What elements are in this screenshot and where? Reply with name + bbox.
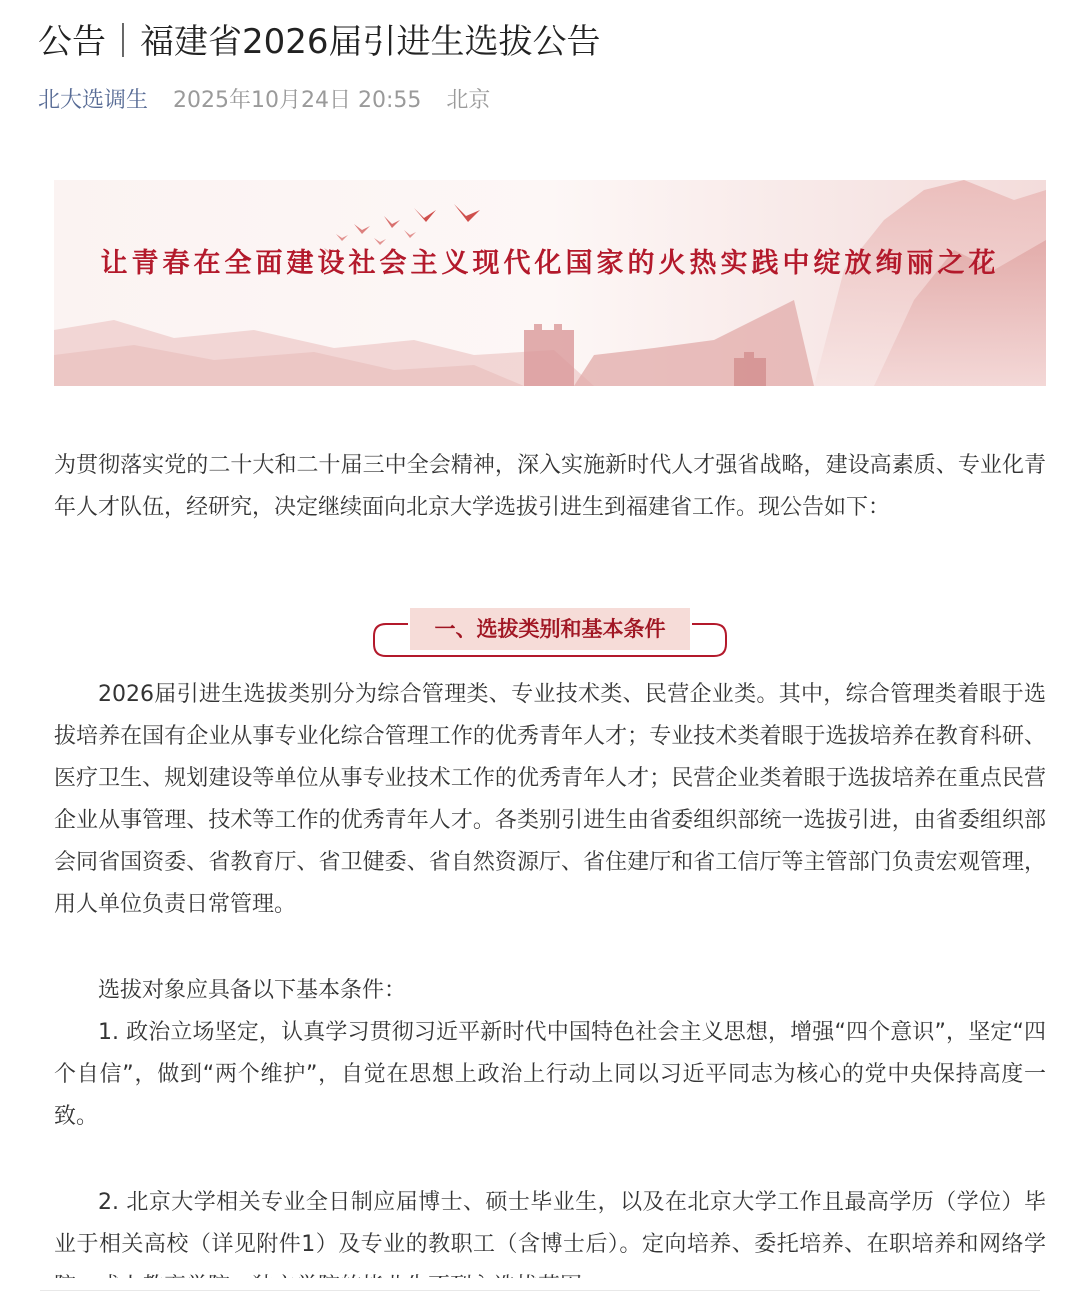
conditions-intro: 选拔对象应具备以下基本条件： xyxy=(98,978,407,1003)
article-meta xyxy=(38,84,490,118)
banner-slogan: 让青春在全面建设社会主义现代化国家的火热实践中绽放绚丽之花 xyxy=(100,248,1000,279)
section-heading xyxy=(372,602,728,660)
bottom-divider xyxy=(40,1290,1040,1291)
section-title: 一、选拔类别和基本条件 xyxy=(410,608,690,650)
intro-paragraph: 为贯彻落实党的二十大和二十届三中全会精神，深入实施新时代人才强省战略，建设高素质、专业化青年人才队伍，经研究，决定继续面向北京大学选拔引进生到福建省工作。现公告如下： xyxy=(54,453,1046,520)
condition-item-2: 2. 北京大学相关专业全日制应届博士、硕士毕业生，以及在北京大学工作且最高学历（学位）毕业于相关高校（详见附件1）及专业的教职工（含博士后）。定向培养、委托培养、在职培养和网络学 xyxy=(54,1190,1046,1257)
article-title: 公告｜福建省2026届引进生选拔公告 xyxy=(38,22,601,62)
publish-location: 北京 xyxy=(446,88,491,113)
condition-item-1: 1. 政治立场坚定，认真学习贯彻习近平新时代中国特色社会主义思想，增强“四个意识”，坚定“四个自信”，做到“两个维护”，自觉在思想上政治上行动上同以习近平同志为核心的党中央保持高度一致。 xyxy=(54,1020,1046,1129)
categories-paragraph: 2026届引进生选拔类别分为综合管理类、专业技术类、民营企业类。其中，综合管理类着眼于选拔培养在国有企业从事专业化综合管理工作的优秀青年人才；专业技术类着眼于选拔培养在教育科研、医疗卫生、规划建设等单位从事专业技术工作的优秀青年人才；民营企业类着眼于选拔培养在重点民营企业从事管理、技术等工作的优秀青年人才。各类别引进生由省委组织部统一选拔引进，由省委组织部会同省国资委、省教育厅、省卫健委、省自然资源厅、省住建厅和省工信厅等主管部门负责宏观管理，用人单位负责日常管理。 xyxy=(54,682,1046,917)
banner-image xyxy=(54,180,1046,386)
account-name-link[interactable]: 北大选调生 xyxy=(38,88,149,113)
publish-datetime: 2025年10月24日 20:55 xyxy=(173,88,422,113)
